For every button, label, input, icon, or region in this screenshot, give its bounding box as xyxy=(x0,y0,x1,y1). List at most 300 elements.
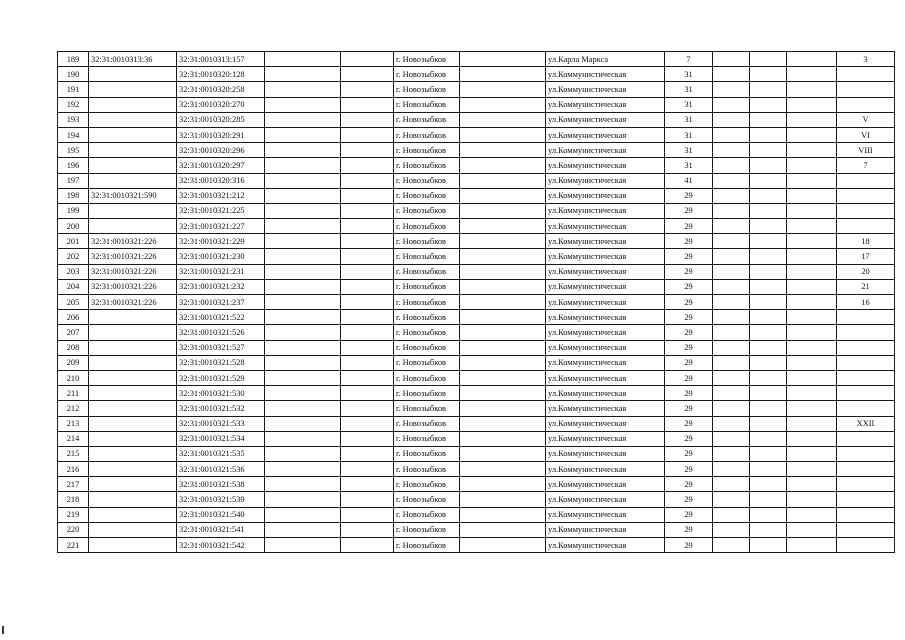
street-cell: ул.Коммунистическая xyxy=(546,310,665,325)
empty-cell xyxy=(713,234,750,249)
empty-cell xyxy=(460,264,546,279)
empty-cell xyxy=(341,112,394,127)
empty-cell xyxy=(750,538,787,553)
empty-cell xyxy=(460,370,546,385)
empty-cell xyxy=(750,355,787,370)
apartment-number-cell: 3 xyxy=(837,52,895,67)
house-number-cell: 29 xyxy=(665,477,713,492)
street-cell: ул.Коммунистическая xyxy=(546,112,665,127)
table-body xyxy=(58,52,895,553)
row-number-cell: 201 xyxy=(58,234,89,249)
cadastral-number-cell: 32:31:0010321:539 xyxy=(177,492,265,507)
street-cell: ул.Коммунистическая xyxy=(546,203,665,218)
house-number-cell: 41 xyxy=(665,173,713,188)
street-cell: ул.Коммунистическая xyxy=(546,188,665,203)
table-row xyxy=(58,52,895,67)
empty-cell xyxy=(341,264,394,279)
parent-cadastral-number-cell xyxy=(89,370,177,385)
empty-cell xyxy=(341,477,394,492)
empty-cell xyxy=(713,507,750,522)
parent-cadastral-number-cell: 32:31:0010321:590 xyxy=(89,188,177,203)
empty-cell xyxy=(341,340,394,355)
apartment-number-cell xyxy=(837,355,895,370)
empty-cell xyxy=(460,295,546,310)
empty-cell xyxy=(750,325,787,340)
row-number-cell: 214 xyxy=(58,431,89,446)
empty-cell xyxy=(750,492,787,507)
cadastral-number-cell: 32:31:0010320:291 xyxy=(177,127,265,142)
table-row xyxy=(58,446,895,461)
street-cell: ул.Коммунистическая xyxy=(546,416,665,431)
table-row xyxy=(58,416,895,431)
cadastral-number-cell: 32:31:0010321:529 xyxy=(177,370,265,385)
table-row xyxy=(58,249,895,264)
table-row xyxy=(58,477,895,492)
apartment-number-cell xyxy=(837,477,895,492)
empty-cell xyxy=(265,249,341,264)
empty-cell xyxy=(713,97,750,112)
empty-cell xyxy=(787,264,837,279)
cadastral-number-cell: 32:31:0010320:296 xyxy=(177,143,265,158)
house-number-cell: 29 xyxy=(665,279,713,294)
parent-cadastral-number-cell xyxy=(89,97,177,112)
parent-cadastral-number-cell xyxy=(89,127,177,142)
empty-cell xyxy=(787,538,837,553)
empty-cell xyxy=(750,279,787,294)
empty-cell xyxy=(341,538,394,553)
street-cell: ул.Коммунистическая xyxy=(546,492,665,507)
house-number-cell: 29 xyxy=(665,249,713,264)
empty-cell xyxy=(460,355,546,370)
parent-cadastral-number-cell xyxy=(89,416,177,431)
empty-cell xyxy=(713,219,750,234)
apartment-number-cell xyxy=(837,462,895,477)
table-row xyxy=(58,279,895,294)
empty-cell xyxy=(460,325,546,340)
empty-cell xyxy=(265,234,341,249)
empty-cell xyxy=(713,492,750,507)
empty-cell xyxy=(787,112,837,127)
house-number-cell: 29 xyxy=(665,310,713,325)
empty-cell xyxy=(341,492,394,507)
house-number-cell: 29 xyxy=(665,462,713,477)
city-cell: г. Новозыбков xyxy=(394,462,460,477)
parent-cadastral-number-cell xyxy=(89,325,177,340)
house-number-cell: 29 xyxy=(665,188,713,203)
city-cell: г. Новозыбков xyxy=(394,234,460,249)
empty-cell xyxy=(787,477,837,492)
house-number-cell: 29 xyxy=(665,355,713,370)
row-number-cell: 211 xyxy=(58,386,89,401)
parent-cadastral-number-cell xyxy=(89,203,177,218)
house-number-cell: 29 xyxy=(665,401,713,416)
cadastral-number-cell: 32:31:0010321:528 xyxy=(177,355,265,370)
empty-cell xyxy=(787,446,837,461)
empty-cell xyxy=(750,340,787,355)
street-cell: ул.Коммунистическая xyxy=(546,355,665,370)
apartment-number-cell xyxy=(837,82,895,97)
house-number-cell: 29 xyxy=(665,431,713,446)
cadastral-number-cell: 32:31:0010320:128 xyxy=(177,67,265,82)
empty-cell xyxy=(341,203,394,218)
cadastral-number-cell: 32:31:0010321:230 xyxy=(177,249,265,264)
street-cell: ул.Коммунистическая xyxy=(546,295,665,310)
city-cell: г. Новозыбков xyxy=(394,477,460,492)
table-row xyxy=(58,310,895,325)
house-number-cell: 29 xyxy=(665,386,713,401)
empty-cell xyxy=(713,279,750,294)
table-row xyxy=(58,507,895,522)
empty-cell xyxy=(750,97,787,112)
city-cell: г. Новозыбков xyxy=(394,538,460,553)
empty-cell xyxy=(265,264,341,279)
empty-cell xyxy=(265,507,341,522)
city-cell: г. Новозыбков xyxy=(394,310,460,325)
empty-cell xyxy=(750,127,787,142)
empty-cell xyxy=(265,386,341,401)
empty-cell xyxy=(341,386,394,401)
empty-cell xyxy=(265,310,341,325)
city-cell: г. Новозыбков xyxy=(394,264,460,279)
cadastral-number-cell: 32:31:0010321:231 xyxy=(177,264,265,279)
empty-cell xyxy=(460,112,546,127)
row-number-cell: 204 xyxy=(58,279,89,294)
empty-cell xyxy=(787,355,837,370)
street-cell: ул.Коммунистическая xyxy=(546,219,665,234)
empty-cell xyxy=(460,401,546,416)
empty-cell xyxy=(787,492,837,507)
apartment-number-cell xyxy=(837,97,895,112)
empty-cell xyxy=(265,158,341,173)
empty-cell xyxy=(750,401,787,416)
street-cell: ул.Коммунистическая xyxy=(546,234,665,249)
empty-cell xyxy=(265,219,341,234)
empty-cell xyxy=(787,431,837,446)
parent-cadastral-number-cell: 32:31:0010321:226 xyxy=(89,279,177,294)
cadastral-number-cell: 32:31:0010313:157 xyxy=(177,52,265,67)
house-number-cell: 29 xyxy=(665,446,713,461)
empty-cell xyxy=(265,340,341,355)
row-number-cell: 209 xyxy=(58,355,89,370)
street-cell: ул.Коммунистическая xyxy=(546,173,665,188)
empty-cell xyxy=(713,431,750,446)
empty-cell xyxy=(713,67,750,82)
empty-cell xyxy=(265,173,341,188)
parent-cadastral-number-cell xyxy=(89,158,177,173)
row-number-cell: 191 xyxy=(58,82,89,97)
row-number-cell: 199 xyxy=(58,203,89,218)
cadastral-number-cell: 32:31:0010321:542 xyxy=(177,538,265,553)
empty-cell xyxy=(460,127,546,142)
register-table xyxy=(57,51,895,553)
empty-cell xyxy=(460,234,546,249)
apartment-number-cell xyxy=(837,446,895,461)
parent-cadastral-number-cell xyxy=(89,67,177,82)
empty-cell xyxy=(787,279,837,294)
empty-cell xyxy=(341,325,394,340)
empty-cell xyxy=(713,158,750,173)
empty-cell xyxy=(460,279,546,294)
cadastral-number-cell: 32:31:0010321:530 xyxy=(177,386,265,401)
empty-cell xyxy=(750,52,787,67)
empty-cell xyxy=(341,127,394,142)
house-number-cell: 29 xyxy=(665,370,713,385)
empty-cell xyxy=(460,386,546,401)
street-cell: ул.Коммунистическая xyxy=(546,386,665,401)
street-cell: ул.Коммунистическая xyxy=(546,127,665,142)
house-number-cell: 7 xyxy=(665,52,713,67)
empty-cell xyxy=(713,522,750,537)
cadastral-number-cell: 32:31:0010321:532 xyxy=(177,401,265,416)
empty-cell xyxy=(341,310,394,325)
row-number-cell: 206 xyxy=(58,310,89,325)
empty-cell xyxy=(341,462,394,477)
empty-cell xyxy=(341,158,394,173)
empty-cell xyxy=(460,340,546,355)
empty-cell xyxy=(750,234,787,249)
empty-cell xyxy=(787,97,837,112)
house-number-cell: 31 xyxy=(665,158,713,173)
empty-cell xyxy=(460,158,546,173)
apartment-number-cell xyxy=(837,173,895,188)
street-cell: ул.Коммунистическая xyxy=(546,446,665,461)
city-cell: г. Новозыбков xyxy=(394,188,460,203)
empty-cell xyxy=(460,173,546,188)
empty-cell xyxy=(341,370,394,385)
empty-cell xyxy=(787,173,837,188)
apartment-number-cell xyxy=(837,507,895,522)
empty-cell xyxy=(265,325,341,340)
empty-cell xyxy=(713,52,750,67)
empty-cell xyxy=(787,416,837,431)
empty-cell xyxy=(750,386,787,401)
empty-cell xyxy=(787,310,837,325)
table-row xyxy=(58,538,895,553)
city-cell: г. Новозыбков xyxy=(394,507,460,522)
empty-cell xyxy=(787,82,837,97)
empty-cell xyxy=(787,219,837,234)
empty-cell xyxy=(750,522,787,537)
empty-cell xyxy=(341,234,394,249)
table-row xyxy=(58,97,895,112)
street-cell: ул.Коммунистическая xyxy=(546,143,665,158)
table-row xyxy=(58,340,895,355)
row-number-cell: 202 xyxy=(58,249,89,264)
empty-cell xyxy=(750,416,787,431)
parent-cadastral-number-cell xyxy=(89,112,177,127)
table-row xyxy=(58,264,895,279)
empty-cell xyxy=(713,249,750,264)
empty-cell xyxy=(265,462,341,477)
row-number-cell: 196 xyxy=(58,158,89,173)
empty-cell xyxy=(460,82,546,97)
empty-cell xyxy=(341,188,394,203)
table-row xyxy=(58,431,895,446)
row-number-cell: 189 xyxy=(58,52,89,67)
house-number-cell: 29 xyxy=(665,219,713,234)
city-cell: г. Новозыбков xyxy=(394,401,460,416)
apartment-number-cell: 17 xyxy=(837,249,895,264)
empty-cell xyxy=(341,279,394,294)
empty-cell xyxy=(341,355,394,370)
cadastral-number-cell: 32:31:0010321:522 xyxy=(177,310,265,325)
cadastral-number-cell: 32:31:0010321:237 xyxy=(177,295,265,310)
table-row xyxy=(58,127,895,142)
empty-cell xyxy=(341,446,394,461)
table-row xyxy=(58,462,895,477)
empty-cell xyxy=(787,203,837,218)
empty-cell xyxy=(265,355,341,370)
empty-cell xyxy=(750,310,787,325)
empty-cell xyxy=(341,295,394,310)
table-row xyxy=(58,143,895,158)
cadastral-number-cell: 32:31:0010321:534 xyxy=(177,431,265,446)
empty-cell xyxy=(750,143,787,158)
table-row xyxy=(58,325,895,340)
house-number-cell: 29 xyxy=(665,295,713,310)
apartment-number-cell: 16 xyxy=(837,295,895,310)
empty-cell xyxy=(341,401,394,416)
city-cell: г. Новозыбков xyxy=(394,127,460,142)
row-number-cell: 207 xyxy=(58,325,89,340)
apartment-number-cell xyxy=(837,310,895,325)
empty-cell xyxy=(460,522,546,537)
empty-cell xyxy=(713,112,750,127)
empty-cell xyxy=(750,67,787,82)
cadastral-number-cell: 32:31:0010321:227 xyxy=(177,219,265,234)
empty-cell xyxy=(713,462,750,477)
empty-cell xyxy=(460,310,546,325)
apartment-number-cell: 21 xyxy=(837,279,895,294)
table-row xyxy=(58,522,895,537)
street-cell: ул.Коммунистическая xyxy=(546,340,665,355)
house-number-cell: 31 xyxy=(665,143,713,158)
row-number-cell: 216 xyxy=(58,462,89,477)
cadastral-number-cell: 32:31:0010321:538 xyxy=(177,477,265,492)
empty-cell xyxy=(460,97,546,112)
city-cell: г. Новозыбков xyxy=(394,203,460,218)
empty-cell xyxy=(713,538,750,553)
cadastral-number-cell: 32:31:0010321:533 xyxy=(177,416,265,431)
empty-cell xyxy=(265,446,341,461)
empty-cell xyxy=(750,82,787,97)
parent-cadastral-number-cell xyxy=(89,355,177,370)
empty-cell xyxy=(265,522,341,537)
table-row xyxy=(58,188,895,203)
empty-cell xyxy=(750,446,787,461)
empty-cell xyxy=(460,67,546,82)
house-number-cell: 31 xyxy=(665,127,713,142)
table-row xyxy=(58,370,895,385)
street-cell: ул.Коммунистическая xyxy=(546,401,665,416)
empty-cell xyxy=(713,203,750,218)
parent-cadastral-number-cell xyxy=(89,82,177,97)
apartment-number-cell xyxy=(837,188,895,203)
city-cell: г. Новозыбков xyxy=(394,279,460,294)
empty-cell xyxy=(460,538,546,553)
scan-edge-mark xyxy=(2,626,4,634)
city-cell: г. Новозыбков xyxy=(394,386,460,401)
empty-cell xyxy=(713,340,750,355)
row-number-cell: 213 xyxy=(58,416,89,431)
row-number-cell: 200 xyxy=(58,219,89,234)
cadastral-number-cell: 32:31:0010320:258 xyxy=(177,82,265,97)
empty-cell xyxy=(787,507,837,522)
cadastral-number-cell: 32:31:0010321:232 xyxy=(177,279,265,294)
empty-cell xyxy=(265,143,341,158)
house-number-cell: 29 xyxy=(665,203,713,218)
empty-cell xyxy=(460,462,546,477)
table-row xyxy=(58,234,895,249)
street-cell: ул.Коммунистическая xyxy=(546,279,665,294)
empty-cell xyxy=(750,219,787,234)
empty-cell xyxy=(265,127,341,142)
cadastral-number-cell: 32:31:0010321:229 xyxy=(177,234,265,249)
empty-cell xyxy=(460,431,546,446)
empty-cell xyxy=(460,416,546,431)
empty-cell xyxy=(713,370,750,385)
empty-cell xyxy=(341,522,394,537)
empty-cell xyxy=(460,203,546,218)
empty-cell xyxy=(341,67,394,82)
house-number-cell: 29 xyxy=(665,538,713,553)
empty-cell xyxy=(265,279,341,294)
apartment-number-cell xyxy=(837,538,895,553)
empty-cell xyxy=(713,401,750,416)
empty-cell xyxy=(750,431,787,446)
empty-cell xyxy=(341,431,394,446)
empty-cell xyxy=(265,370,341,385)
apartment-number-cell xyxy=(837,386,895,401)
street-cell: ул.Коммунистическая xyxy=(546,431,665,446)
empty-cell xyxy=(265,97,341,112)
empty-cell xyxy=(713,173,750,188)
empty-cell xyxy=(265,431,341,446)
house-number-cell: 29 xyxy=(665,340,713,355)
city-cell: г. Новозыбков xyxy=(394,143,460,158)
parent-cadastral-number-cell xyxy=(89,446,177,461)
apartment-number-cell xyxy=(837,492,895,507)
empty-cell xyxy=(787,188,837,203)
street-cell: ул.Коммунистическая xyxy=(546,264,665,279)
street-cell: ул.Коммунистическая xyxy=(546,370,665,385)
city-cell: г. Новозыбков xyxy=(394,492,460,507)
empty-cell xyxy=(713,188,750,203)
empty-cell xyxy=(787,52,837,67)
table-row xyxy=(58,82,895,97)
parent-cadastral-number-cell xyxy=(89,173,177,188)
house-number-cell: 29 xyxy=(665,325,713,340)
house-number-cell: 31 xyxy=(665,82,713,97)
row-number-cell: 217 xyxy=(58,477,89,492)
empty-cell xyxy=(750,370,787,385)
house-number-cell: 29 xyxy=(665,492,713,507)
street-cell: ул.Коммунистическая xyxy=(546,67,665,82)
empty-cell xyxy=(787,522,837,537)
empty-cell xyxy=(460,52,546,67)
city-cell: г. Новозыбков xyxy=(394,97,460,112)
city-cell: г. Новозыбков xyxy=(394,446,460,461)
street-cell: ул.Коммунистическая xyxy=(546,538,665,553)
empty-cell xyxy=(787,143,837,158)
empty-cell xyxy=(460,446,546,461)
row-number-cell: 203 xyxy=(58,264,89,279)
apartment-number-cell: XXII xyxy=(837,416,895,431)
empty-cell xyxy=(341,416,394,431)
empty-cell xyxy=(787,67,837,82)
empty-cell xyxy=(265,295,341,310)
empty-cell xyxy=(713,310,750,325)
